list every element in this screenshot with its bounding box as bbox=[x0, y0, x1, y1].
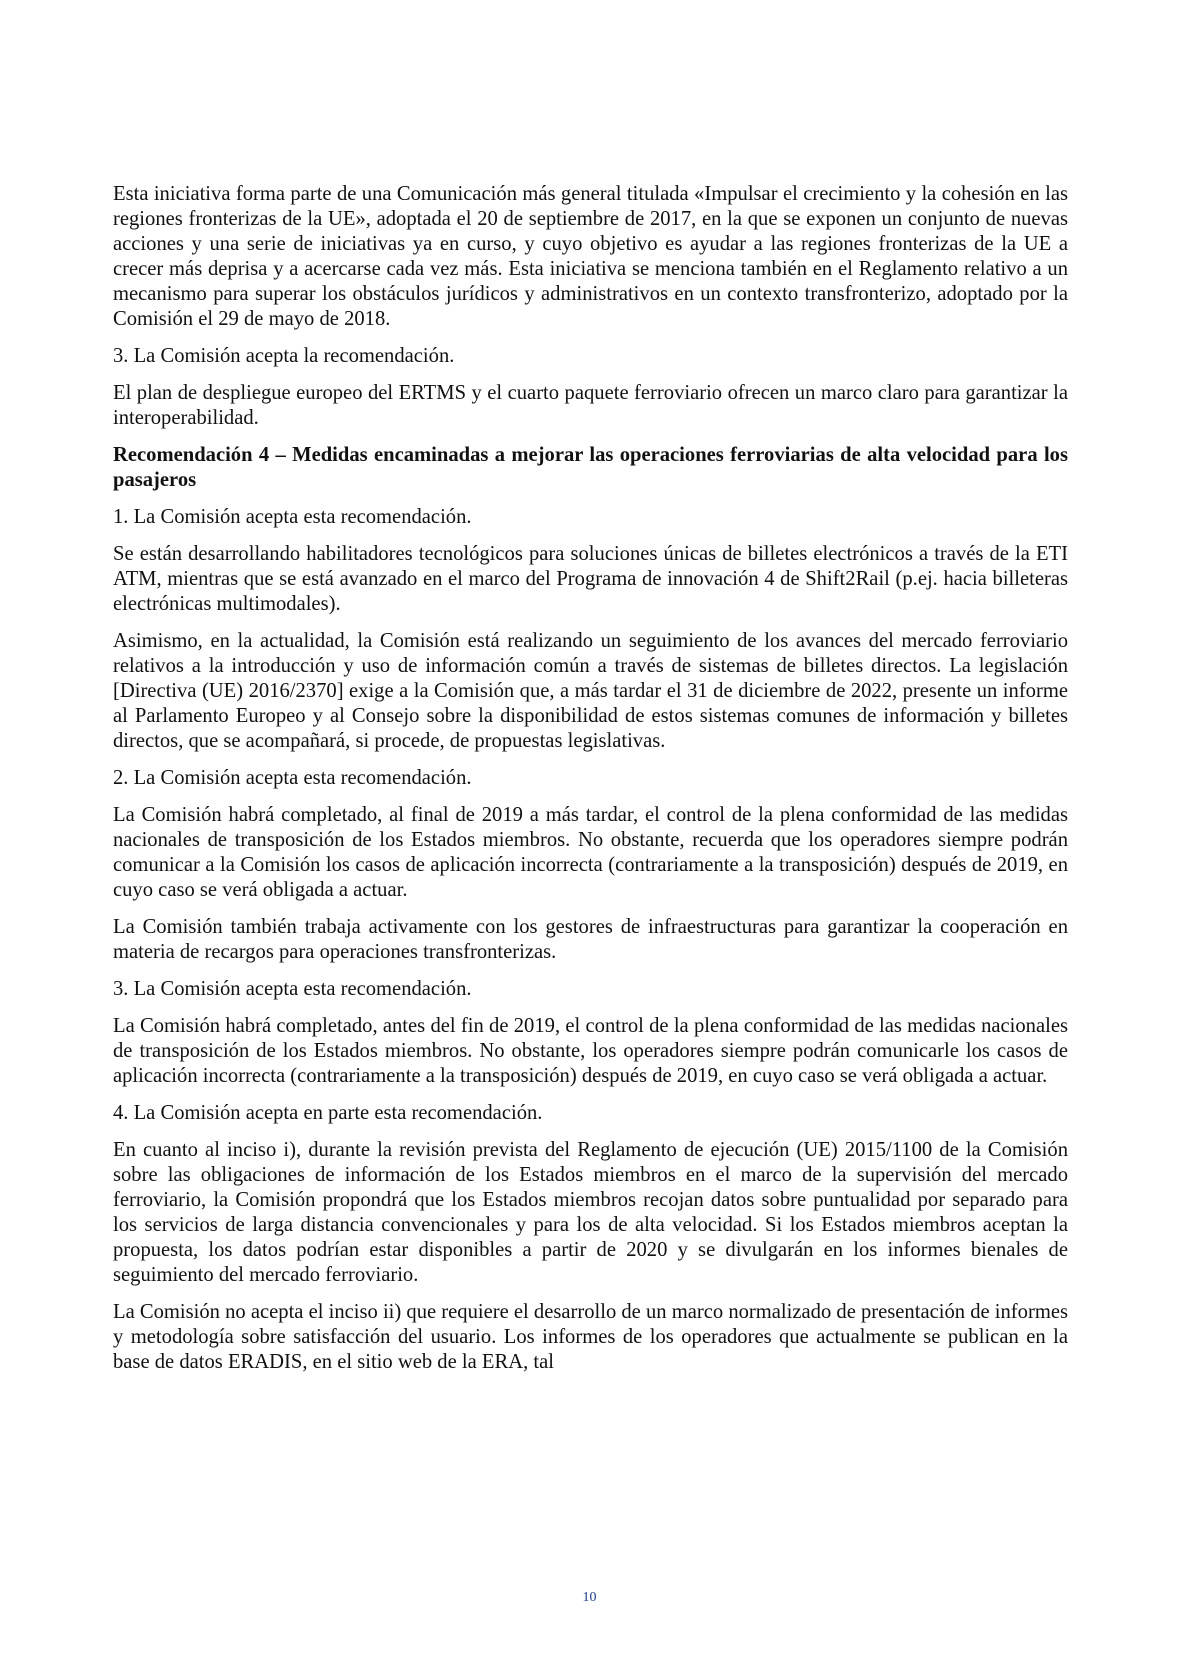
page-number: 10 bbox=[582, 1590, 597, 1605]
paragraph-ticketing: Se están desarrollando habilitadores tecnológicos para soluciones únicas de billetes electrónicos a través de la ETI ATM, mientras que se está avanzado en el marco del Programa de innovación 4 de Shift2Rail (p.ej. hacia billeteras electrónicas multimodales). bbox=[113, 543, 1068, 615]
paragraph-point-2: 2. La Comisión acepta esta recomendación. bbox=[113, 767, 472, 789]
paragraph-point-4: 4. La Comisión acepta en parte esta recomendación. bbox=[113, 1102, 543, 1124]
paragraph-intro: Esta iniciativa forma parte de una Comunicación más general titulada «Impulsar el crecimiento y la cohesión en las regiones fronterizas de la UE», adoptada el 20 de septiembre de 2017, en la que se exponen un conjunto de nuevas acciones y una serie de iniciativas ya en curso, y cuyo objetivo es ayudar a las regiones fronterizas de la UE a crecer más deprisa y a acercarse cada vez más. Esta iniciativa se menciona también en el Reglamento relativo a un mecanismo para superar los obstáculos jurídicos y administrativos en un contexto transfronterizo, adoptado por la Comisión el 29 de mayo de 2018. bbox=[113, 183, 1068, 330]
paragraph-ertms: El plan de despliegue europeo del ERTMS y el cuarto paquete ferroviario ofrecen un marco claro para garantizar la interoperabilidad. bbox=[113, 382, 1068, 429]
paragraph-user-satisfaction: La Comisión no acepta el inciso ii) que requiere el desarrollo de un marco normalizado de presentación de informes y metodología sobre satisfacción del usuario. Los informes de los operadores que actualmente se publican en la base de datos ERADIS, en el sitio web de la ERA, tal bbox=[113, 1301, 1068, 1373]
paragraph-infrastructure-managers: La Comisión también trabaja activamente con los gestores de infraestructuras para garantizar la cooperación en materia de recargos para operaciones transfronterizas. bbox=[113, 916, 1068, 963]
paragraph-monitoring: Asimismo, en la actualidad, la Comisión está realizando un seguimiento de los avances del mercado ferroviario relativos a la introducción y uso de información común a través de sistemas de billetes directos. La legislación [Directiva (UE) 2016/2370] exige a la Comisión que, a más tardar el 31 de diciembre de 2022, presente un informe al Parlamento Europeo y al Consejo sobre la disponibilidad de estos sistemas comunes de información y billetes directos, que se acompañará, si procede, de propuestas legislativas. bbox=[113, 630, 1068, 752]
paragraph-transposition-control: La Comisión habrá completado, al final de 2019 a más tardar, el control de la plena conformidad de las medidas nacionales de transposición de los Estados miembros. No obstante, recuerda que los operadores siempre podrán comunicar a la Comisión los casos de aplicación incorrecta (contrariamente a la transposición) después de 2019, en cuyo caso se verá obligada a actuar. bbox=[113, 804, 1068, 901]
document-body bbox=[113, 182, 1068, 1387]
paragraph-point-1: 1. La Comisión acepta esta recomendación. bbox=[113, 506, 472, 528]
paragraph-point-3: 3. La Comisión acepta esta recomendación. bbox=[113, 978, 472, 1000]
paragraph-commission-accepts-3: 3. La Comisión acepta la recomendación. bbox=[113, 345, 455, 367]
paragraph-punctuality-data: En cuanto al inciso i), durante la revisión prevista del Reglamento de ejecución (UE) 2015/1100 de la Comisión sobre las obligaciones de información de los Estados miembros en el marco de la supervisión del mercado ferroviario, la Comisión propondrá que los Estados miembros recojan datos sobre puntualidad por separado para los servicios de larga distancia convencionales y para los de alta velocidad. Si los Estados miembros aceptan la propuesta, los datos podrían estar disponibles a partir de 2020 y se divulgarán en los informes bienales de seguimiento del mercado ferroviario. bbox=[113, 1139, 1068, 1286]
paragraph-transposition-control-2: La Comisión habrá completado, antes del fin de 2019, el control de la plena conformidad de las medidas nacionales de transposición de los Estados miembros. No obstante, los operadores siempre podrán comunicarle los casos de aplicación incorrecta (contrariamente a la transposición) después de 2019, en cuyo caso se verá obligada a actuar. bbox=[113, 1015, 1068, 1087]
recommendation-4-heading: Recomendación 4 – Medidas encaminadas a mejorar las operaciones ferroviarias de alta velocidad para los pasajeros bbox=[113, 444, 1068, 491]
